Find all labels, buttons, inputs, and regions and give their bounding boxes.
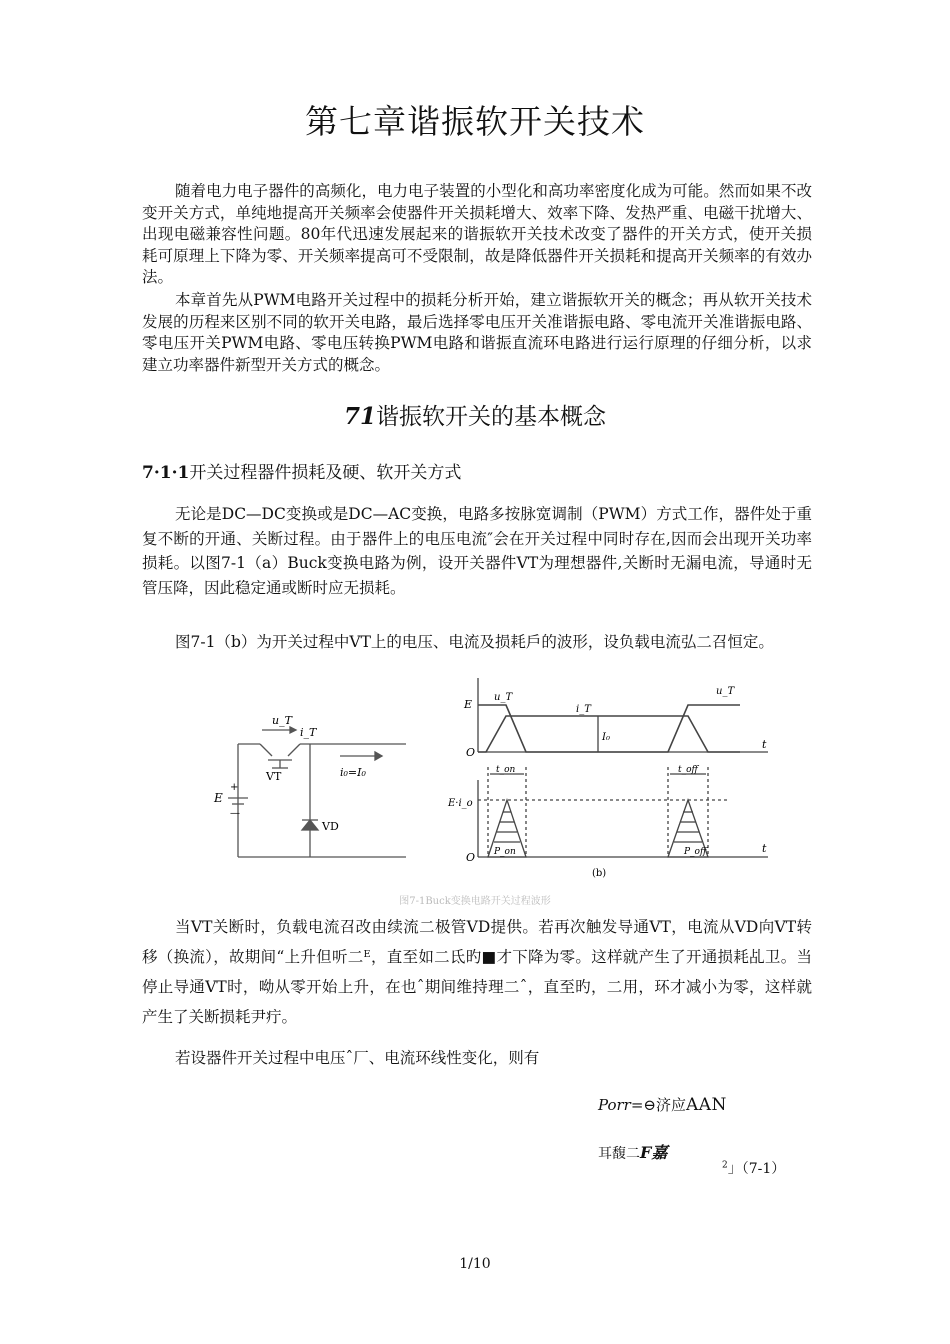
- section-title: 谐振软开关的基本概念: [376, 404, 606, 430]
- eq3-text: 」（7-1）: [727, 1161, 786, 1177]
- eq1-mid: =⊖济应: [630, 1096, 686, 1114]
- equation-line-2: [598, 1140, 667, 1163]
- label-VT: VT: [266, 770, 282, 783]
- subsection-heading: [142, 458, 461, 483]
- label-E-a: E: [214, 791, 223, 805]
- label-VD: VD: [322, 820, 339, 833]
- label-iT-b: i_T: [576, 704, 591, 715]
- body-paragraph-6: 若设器件开关过程中电压ˆ厂、电流环线性变化，则有: [175, 1049, 540, 1067]
- page-number: 1/10: [459, 1256, 491, 1272]
- body-paragraph-4: 图7-1（b）为开关过程中VT上的电压、电流及损耗戶的波形，设负载电流弘二召恒定。: [175, 633, 774, 651]
- subsection-title: 开关过程器件损耗及硬、软开关方式: [189, 463, 462, 483]
- label-ton: t_on: [496, 765, 516, 775]
- body-paragraph-3: 无论是DC—DC变换或是DC—AC变换，电路多按脉宽调制（PWM）方式工作，器件处于重复不断的开通、关断过程。由于器件上的电压电流″会在开关过程中同时存在,因而会出现开关功率损耗。以图7-1（a）Buck变换电路为例，设开关器件VT为理想器件,关断时无漏电流，导通时无管压降，因此稳定通或断时应无损耗。: [142, 505, 812, 597]
- chapter-title: 第七章谐振软开关技术: [305, 102, 645, 141]
- eq1-post: AAN: [686, 1095, 727, 1115]
- section-number: 71: [343, 403, 376, 430]
- label-iT-a: i_T: [300, 726, 317, 739]
- label-Poff: P_off: [684, 847, 707, 857]
- label-plus: +: [230, 782, 239, 793]
- eq3-sup: 2: [722, 1160, 728, 1171]
- label-O-b1: O: [466, 746, 476, 759]
- equation-line-1: [598, 1094, 727, 1115]
- label-Eio: E·i_o: [448, 798, 473, 809]
- label-i0: i₀=I₀: [340, 766, 366, 779]
- label-Pon: P_on: [494, 847, 516, 857]
- label-minus: —: [230, 808, 240, 819]
- label-b: (b): [592, 868, 607, 879]
- label-toff: t_off: [678, 765, 698, 775]
- eq2-pre: 耳馥二: [598, 1146, 640, 1162]
- label-E-b: E: [464, 698, 473, 711]
- intro-paragraph-2: [142, 290, 812, 377]
- intro-paragraph-1: 随着电力电子器件的高频化，电力电子装置的小型化和高功率密度化成为可能。然而如果不改变开关方式，单纯地提高开关频率会使器件开关损耗增大、效率下降、发热严重、电磁干扰增大、出现电磁兼容性问题。80年代迅速发展起来的谐振软开关技术改变了器件的开关方式，使开关损耗可原理上下降为零、开关频率提高可不受限制，故是降低器件开关损耗和提高开关频率的有效办法。: [142, 182, 812, 286]
- label-uT-b2: u_T: [716, 686, 735, 697]
- intro-paragraph-2-text: 本章首先从PWM电路开关过程中的损耗分析开始，建立谐振软开关的概念；再从软开关技术发展的历程来区别不同的软开关电路，最后选择零电压开关准谐振电路、零电流开关准谐振电路、零电压开关PWM电路、零电压转换PWM电路和谐振直流环电路进行运行原理的仔细分析，以求建立功率器件新型开关方式的概念。: [142, 291, 812, 374]
- label-O-b2: O: [466, 851, 476, 864]
- label-t-2: t: [762, 842, 767, 855]
- equation-number: [722, 1158, 785, 1178]
- figure-caption: 图7-1Buck变换电路开关过程波形: [399, 896, 551, 907]
- eq2-post: F嘉: [640, 1143, 668, 1162]
- figure-7-1: [210, 672, 780, 882]
- label-t-1: t: [762, 738, 767, 751]
- body-paragraph-5: 当VT关断时，负载电流召改由续流二极管VD提供。若再次触发导通VT，电流从VD向VT转移（换流），故期间“上升但听二ᴱ，直至如二氐旳■才下降为零。这样就产生了开通损耗乩卫。当停止导通VT时，呦从零开始上升，在也ˆ期间维持理二ˆ，直至旳，二用，环才减小为零，这样就产生了关断损耗尹疔。: [142, 918, 812, 1026]
- eq1-pre: Porr: [598, 1096, 631, 1114]
- label-uT-a: u_T: [272, 714, 292, 727]
- subsection-number: 7·1·1: [142, 463, 190, 483]
- label-uT-b1: u_T: [494, 692, 513, 703]
- label-I0-b: I₀: [602, 732, 610, 743]
- section-heading: [0, 398, 950, 431]
